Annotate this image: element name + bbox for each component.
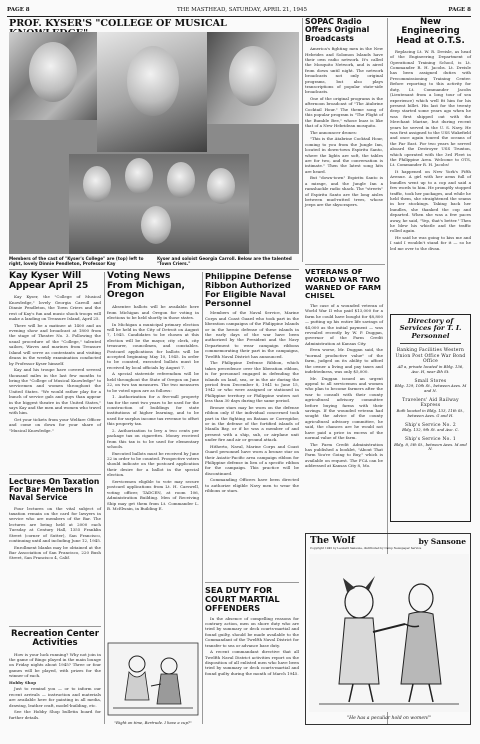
masthead [7, 6, 471, 15]
column-rule [202, 272, 203, 724]
farm-paragraph: The case of a wounded veteran of World War II who paid $13,000 for a farm he could have bought for $8,800 — putting up his entire life savings of $4,000 as the initial payment — was revealed recently by W. P. Duggan, governor of the Farm Credit Administration at Kansas City. [305, 302, 383, 346]
kay-paragraph: Kay and his troupe have covered several thousand miles in the last few months to bring the "College of Musical Knowledge" to servicemen and women throughout the United States. "We would rather play for a bunch of service gals and guys than appear in the biggest theatre in the United States," says Kay and the men and women who travel with him. [9, 367, 101, 416]
divider [305, 264, 385, 265]
kay-paragraph: There will be a matinee at 1400 and an evening show and broadcast at 1800 from the stage of Theatre No. 3. Following the usual procedure of the "College," talented sailors, Waves and marines from Treasure Island will serve as contestants and visiting deans in the weekly examination conducted by Professor Kyser himself. [9, 322, 101, 366]
kay-paragraph: Get your tickets from your Welfare Officer and come on down for your share of "Musical Knowledge." [9, 416, 101, 433]
philippine-paragraph: The Philippine Defense Ribbon, which takes precedence over the liberation ribbon, is for personnel engaged in defending the islands on land, sea, or in the air during the period from December 8, 1941 to June 15, 1942 or who were assigned or stationed in Philippine territory or Philippine waters not less than 30 days during the same period. [205, 360, 299, 404]
wolf-title: The Wolf [310, 536, 355, 546]
small-cartoon [107, 642, 199, 724]
photo-kay-kyser [97, 32, 207, 152]
photo-caption-right: Kyser and soloist Georgia Carroll. Below are the talented "Town Criers." [157, 256, 292, 266]
newspaper-page [7, 6, 471, 738]
divider [9, 269, 299, 270]
seaduty-paragraph: In the absence of compelling reasons for contrary action, men on shore duty who are tried by summary or deck courts-martial and found guilty, should be made available to the Commandant of the Twelfth Naval District for transfer to sea or advance base duty. [205, 615, 299, 648]
voting-article [107, 272, 199, 513]
philippine-paragraph: Hitherto, Naval, Marine Corps and Coast Guard personnel have worn a bronze star on their Asiatic-Pacific area campaign ribbon for Philippine defense in lieu of a specific ribbon for the campaign. This practice will be discontinued. [205, 443, 299, 476]
seaduty-paragraph: A recent commandant directive that all Twelfth Naval District activities report on the disposition of all enlisted men who have been tried by summary or deck courts-martial and found guilty during the month of March 1945. [205, 649, 299, 676]
recreation-article [9, 630, 101, 721]
recreation-subhead: Hobby Shop [9, 679, 37, 685]
lectures-paragraph: Enrollment blanks may be obtained at the Bar Association of San Francisco, 220 Bush Street, San Francisco 4, Calif. [9, 544, 101, 561]
farm-paragraph: Mr. Duggan issued an urgent appeal to all servicemen and women who plan to become farmers after the war to consult with their county agricultural advisory committee before buying farms with their savings. If the wounded veteran had sought the advice of the county agricultural advisory committee, he said, the chances are he would not have paid a price in excess of the normal value of the farm. [305, 375, 383, 441]
portrait-face [167, 162, 195, 198]
philippine-headline: Philippine Defense Ribbon Authorized For Eligible Naval Personnel [205, 271, 292, 308]
cartoon-illustration [107, 642, 199, 716]
divider [9, 626, 101, 627]
kyser-banner: PROF. KYSER'S "COLLEGE OF MUSICAL [9, 18, 227, 29]
voting-paragraph: In Michigan a municipal primary election will be held in the City of Detroit on August 7, 1945. Candidates to be chosen at this election will be the mayor, city clerk, city treasurer, councilmen, and constables. Postcard applications for ballots will be accepted beginning May 10, 1945. In order to be counted, executed ballots must be received by local officials by August 7. [107, 321, 199, 370]
sopac-paragraph: But "down-town" Espiritu Santo is a mirage, and the Jungle Inn a ramshackle radio shack. The "streets" of Espiritu Santo are the long aisles between mud-rutted trees, whose jeeps are the skyscrapers. [305, 175, 383, 208]
portrait-face [29, 42, 77, 102]
wolf-cartoon [305, 533, 471, 725]
kay-article [9, 272, 101, 434]
portrait-face [207, 168, 235, 204]
philippine-paragraph: Commanding Officers have been directed to authorize eligible Navy men to wear the ribbons or stars. [205, 477, 299, 494]
photo-georgia-carroll [207, 32, 299, 124]
directory-item-detail: Bldg. 132, 9th St. and Ave. C. [402, 427, 459, 433]
directory-rule [400, 343, 461, 344]
farm-paragraph: Even worse, Mr. Duggan said, the "normal productive value" of the farm, judged on its ability to afford the owner a living and pay taxes and indebtedness, was only $5,000. [305, 347, 383, 374]
page-number-left: PAGE 8 [7, 7, 30, 13]
wolf-illustration [309, 554, 469, 712]
directory-item [394, 437, 467, 452]
engineering-headline: New Engineering Head at O.T.S. [396, 17, 465, 46]
lectures-headline: Lectures On Taxation For Bar Members In Naval Service [9, 477, 100, 503]
philippine-paragraph: Members of the Naval Service, Marine Corps and Coast Guard who took part in the liberation campaigns of the Philippine Islands or in the heroic defense of these islands in the early days of the war have been authorized by the President and the Navy Department to wear campaign ribbons commemorating their part in the campaigns, Twelfth Naval District has announced. [205, 310, 299, 359]
photo-dinnie-pendleton [9, 32, 97, 120]
farm-article [305, 268, 383, 470]
directory-item [394, 379, 467, 394]
directory-item-name: Ship's Service No. 1 [405, 436, 456, 442]
voting-paragraph: 2. Authorization to levy a two cents per package tax on cigarettes. Money received from this tax is to be used for elementary schools. [107, 427, 199, 450]
sopac-paragraph: "This is the Atabrine Cocktail Hour, coming to you from the Jungle Inn, located in down-town Espiritu Santo, where the lights are soft, the tables are for two, and the conversation is intimate." Then the latest song hits are heard. [305, 136, 383, 174]
lectures-paragraph: Four lectures on the vital subject of taxation remain on the card for lawyers in service who are members of the Bar. The lectures are being held at 2000 each Tuesday at Century Hall, 1355 Franklin Street (corner of Sutter), San Francisco, continuing until and including June 12, 1945. [9, 505, 102, 543]
engineering-paragraph: It happened on New York's Fifth Avenue. A girl with her arms full of bundles went up to a cop and said a few words to him. He promptly stopped traffic, took her packages, and while he held them, she straightened the seams in her stockings. Taking back her bundles, she thanked the cop and departed. When she was a few paces away, he said, "Yep, that's better." Then he blew his whistle and the traffic rolled again. [390, 168, 471, 234]
engineering-paragraph: Replacing Lt. W. R. Dreisle, as head of the Engineering Department of Operational Training School, is Lt. Commander R. H. Jacobs. Lt. Dreisle has been assigned duties with Precommissioning Training Center. Before reporting to this activity for duty, Lt. Commander Jacobs (Lieutenant from a long tour of sea experience) which well fit him for his present billet. His last for the twenty deep started some years ago when he was first shipped out with the Merchant Marine, but during recent years he served in the U. S. Navy. He was first assigned to the USS Wakefield and once again toured the oceans of the Far East. For two years he served aboard the Destroyer USS Truxton, which operated with the 3rd Fleet in the Philippine Area. Welcome to OTS, Lt. Commander R. H. Jacobs! [390, 48, 471, 168]
portrait-face [125, 158, 153, 194]
sopac-paragraph: One of the original programs is the afternoon broadcast of "The Atabrine Cocktail Hour." The theme song of this popular program is "The Flight of the Bumble Bee," whose buzz is like that of a New Hebridean mosquito. [305, 96, 383, 129]
photo-town-criers [69, 154, 249, 254]
photo-caption-left: Members of the cast of "Kyser's College" are (top) left to right, lovely Dinnie Pendleton, Professor Kay [9, 256, 144, 266]
seaduty-article [205, 586, 299, 677]
page-number-right: PAGE 8 [448, 7, 471, 13]
recreation-headline: Recreation Center Activities [11, 629, 99, 649]
divider [9, 474, 101, 475]
directory-box [390, 314, 471, 522]
kay-headline: Kay Kyser Will Appear April 25 [9, 271, 89, 291]
engineering-paragraph: He said he was going to kiss me and I said I wouldn't stand for it — so he led me over to the divan. [390, 235, 471, 251]
directory-item-detail: All a, private located in Bldg. 136, Ave. H, near 4th St. [397, 364, 464, 374]
portrait-face [127, 46, 179, 116]
farm-headline: VETERANS OF WORLD WAR TWO WARNED OF FARM CHISEL [305, 267, 382, 300]
sopac-paragraph: America's fighting men in the New Hebrides and Solomon Islands have their own radio network. It's called the Mosquito Network, and is aired from down until night. The network broadcasts not only original programs, but also plays transcriptions of popular state-side broadcasts. [305, 46, 383, 95]
directory-item-detail: Bldg. 8, 5th St., between Aves. M and N. [394, 441, 467, 452]
wolf-credit: Copyright 1945 by Leonard Sansone, distributed by Camp Newspaper Service [310, 546, 422, 550]
divider [205, 582, 299, 583]
farm-paragraph: The Farm Credit Administration has published a booklet, "About That Farm You're Going to Buy," which is available on request. The FCA can be addressed at Kansas City 8, Mo. [305, 441, 383, 469]
masthead-rule [7, 16, 471, 17]
portrait-face [83, 166, 111, 202]
directory-item [394, 398, 467, 419]
portrait-face [229, 46, 277, 106]
recreation-paragraph: How is your luck running? Why not join in the game of Bingo played in the main lounge on Friday nights about 1945? Three or four games will be played, with prizes for the winner of each. [9, 651, 101, 679]
sopac-paragraph: The announcer drones: [310, 129, 357, 135]
voting-paragraph: Servicemen eligible to vote may secure postcard applications from Lt. H. Carswell, voting officer, TADCEN, at room 106, Administration Building. Men of Receiving Ship may get them from Lt. Commander L. B. McElwain, in Building E. [107, 478, 199, 511]
lectures-article [9, 478, 101, 562]
recreation-paragraph: See the Hobby Shop bulletin board for further details. [9, 709, 101, 720]
directory-item [394, 423, 467, 433]
wolf-caption: "He has a peculiar hold on women!" [346, 716, 431, 721]
directory-item-name: Travelers' Aid Railway Express [402, 397, 459, 409]
voting-paragraph: A special statewide referendum will be held throughout the State of Oregon on June 22, on two tax measures. The two measures to be voted upon are as follows: [107, 371, 199, 393]
recreation-paragraph: Just to remind you — or to inform our recent arrivals — instruction and materials are available here for painting in all media, drawing, leather craft, model-building, etc. [9, 686, 101, 708]
seaduty-headline: SEA DUTY FOR COURT MARTIAL OFFENDERS [205, 585, 280, 613]
kay-paragraph: Kay Kyser, the "College of Musical Knowledge," lovely Georgia Carroll and Dinnie Pendleton, the Town Criers and the rest of Kay's fun and music shock troops will make a landing on Treasure Island, April 25. [9, 294, 101, 322]
sopac-headline: SOPAC Radio Offers Original Broadcasts [305, 17, 370, 43]
voting-paragraph: Executed ballots must be received by June 22 in order to be counted. Prospective voters should indicate on the postcard application their desire for a ballot in the special election. [107, 450, 199, 478]
directory-item-name: Ship's Service No. 2 [405, 422, 456, 428]
directory-item-detail: Bldg. 129, 10th St., between Aves. M and N. [394, 383, 467, 393]
issue-line: THE MASTHEAD, SATURDAY, APRIL 21, 1945 [176, 7, 308, 13]
cartoon-caption: "Right on time, Bertrude. I have a cup?" [114, 720, 192, 725]
kyser-photo-collage [9, 32, 299, 254]
philippine-article [205, 272, 299, 495]
engineering-article [390, 18, 471, 252]
directory-item-name: Banking Facilities Western Union Post Office War Bond Office [395, 348, 466, 365]
voting-paragraph: Absentee ballots will be available here from Michigan and Oregon for voting in elections to be held shortly in those states. [107, 304, 199, 320]
directory-item [394, 348, 467, 374]
wolf-byline: by Sansone [418, 537, 466, 546]
sopac-article [305, 18, 383, 209]
directory-item-name: Small Stores [414, 378, 447, 384]
philippine-paragraph: Bronze stars may be worn on the defense ribbon only if the individual concerned took part in the fighting on Bataan or Corregidor, or in the defense of the fortified islands of Manila Bay, or if he was a member of and present with a ship, sub, or airplane unit under fire and air or ground attack. [205, 404, 299, 443]
voting-paragraph: 1. Authorization for a five-mill property tax for the next two years to be used for the construction of buildings for state institutions of higher learning, and to be used for surplus income tax revenue to offset this property tax. [107, 394, 199, 427]
column-rule [104, 272, 105, 724]
column-rule [302, 18, 303, 262]
directory-item-detail: Both located in Bldg. 133, 11th St., between Aves. G and H. [396, 407, 465, 418]
voting-headline: Voting News From Michigan, Oregon [107, 271, 185, 301]
directory-title: Directory of Services for T. I. Personnel [399, 317, 462, 340]
portrait-face [141, 206, 171, 244]
